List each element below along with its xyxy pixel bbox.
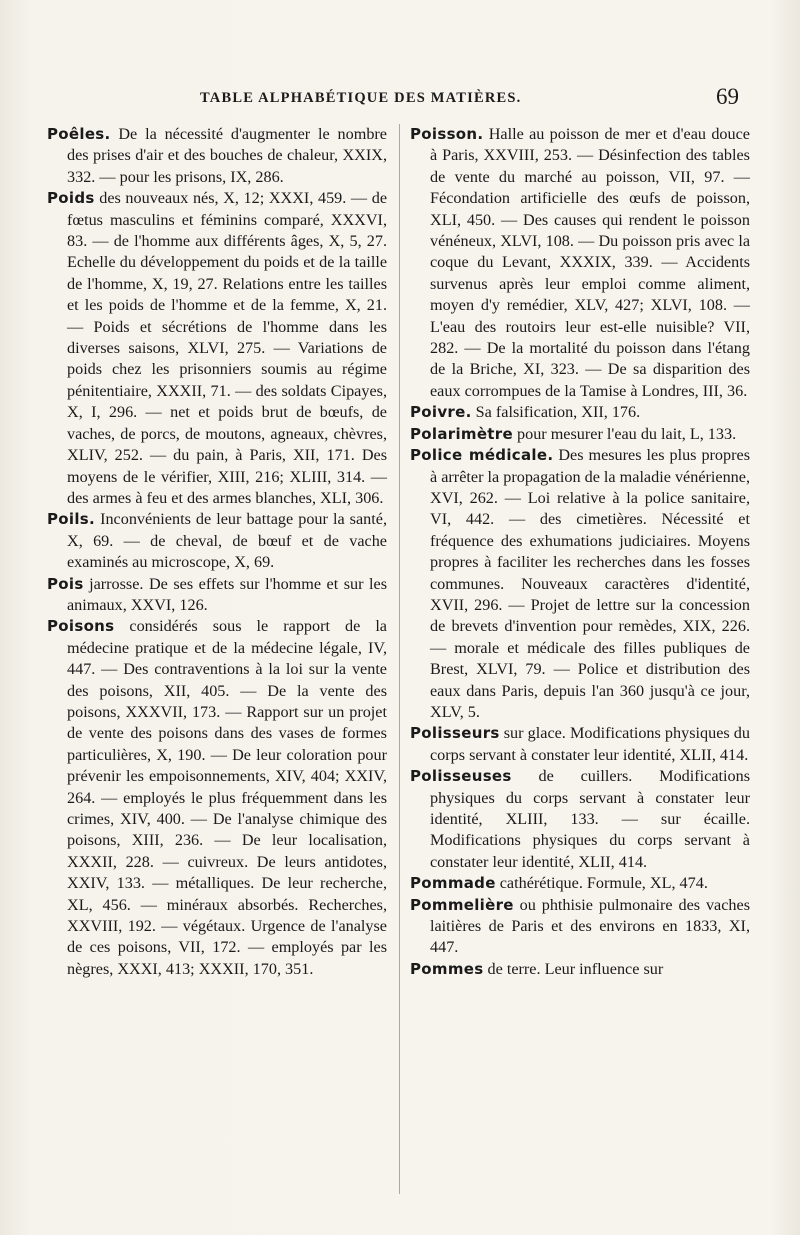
- index-entry: [410, 723, 750, 766]
- right-column: [410, 124, 750, 980]
- entry-text: pour mesurer l'eau du lait, L, 133.: [512, 424, 737, 443]
- index-entry: [47, 574, 387, 617]
- entry-text: Sa falsification, XII, 176.: [471, 403, 641, 422]
- entry-text: de terre. Leur influence sur: [483, 959, 664, 978]
- entry-heading: Pommes: [410, 959, 484, 978]
- entry-heading: Police médicale.: [410, 446, 554, 465]
- entry-heading: Poids: [47, 189, 95, 208]
- entry-heading: Pommade: [410, 874, 496, 893]
- running-title: TABLE ALPHABÉTIQUE DES MATIÈRES.: [200, 90, 522, 106]
- page-header: [0, 84, 800, 114]
- entry-text: de cuillers. Modifications physiques du corps servant à constater leur identité, XLIII, 133. — sur écaille. Modifications physiques du corps servant à constater leur identité, XLII, 414.: [430, 767, 750, 871]
- entry-heading: Poils.: [47, 510, 96, 529]
- entry-text: Inconvénients de leur battage pour la santé, X, 69. — de cheval, de bœuf et de vache examinés au microscope, X, 69.: [67, 510, 387, 572]
- index-entry: [47, 509, 387, 573]
- entry-heading: Pommelière: [410, 895, 514, 914]
- entry-heading: Polisseuses: [410, 767, 512, 786]
- index-entry: [410, 895, 750, 959]
- index-entry: [47, 188, 387, 509]
- left-column: [47, 124, 387, 980]
- entry-text: Des mesures les plus propres à arrêter la propagation de la maladie vénérienne, XVI, 262. — Loi relative à la police sanitaire, VI, 442. — des cimetières. Nécessité et fréquence des exhumations judiciaires. Moyens propres à faciliter les recherches dans les fosses communes. Nouveaux caractères d'identité, XVII, 296. — Projet de lettre sur la concession de brevets d'invention pour remèdes, XIX, 226. — morale et médicale des filles publiques de Brest, XLVI, 79. — Police et distribution des eaux dans Paris, depuis l'an 360 jusqu'à ce jour, XLV, 5.: [430, 446, 750, 721]
- entry-heading: Pois: [47, 574, 84, 593]
- entry-text: De la nécessité d'augmenter le nombre des prises d'air et des bouches de chaleur, XXIX, 332. — pour les prisons, IX, 286.: [67, 125, 387, 186]
- index-entry: [410, 959, 750, 980]
- page-number: 69: [716, 84, 739, 109]
- index-entry: [410, 445, 750, 723]
- entry-heading: Polisseurs: [410, 724, 500, 743]
- entry-heading: Polarimètre: [410, 424, 513, 443]
- entry-heading: Poisson.: [410, 125, 484, 143]
- entry-text: considérés sous le rapport de la médecine pratique et de la médecine légale, IV, 447. — Des contraventions à la loi sur la vente des poisons, XII, 405. — De la vente des poisons, XXXVII, 173. — Rapport sur un projet de vente des poisons dans des vases de formes particulières, X, 190. — De leur coloration pour prévenir les empoisonnements, XIV, 404; XXIV, 264. — employés le plus fréquemment dans les crimes, XIV, 400. — De l'analyse chimique des poisons, XIII, 236. — De leur localisation, XXXII, 228. — cuivreux. De leurs antidotes, XXIV, 133. — métalliques. De leur recherche, XL, 456. — minéraux absorbés. Recherches, XXVIII, 192. — végétaux. Urgence de l'analyse de ces poisons, VII, 172. — employés par les nègres, XXXI, 413; XXXII, 170, 351.: [67, 617, 387, 978]
- entry-text: jarrosse. De ses effets sur l'homme et sur les animaux, XXVI, 126.: [67, 574, 387, 614]
- index-entry: [410, 124, 750, 402]
- index-entry: [410, 424, 750, 445]
- index-entry: [410, 402, 750, 423]
- index-entry: [410, 873, 750, 894]
- entry-text: Halle au poisson de mer et d'eau douce à Paris, XXVIII, 253. — Désinfection des tables de vente du marché au poisson, VII, 97. — Fécondation artificielle des œufs de poisson, XLI, 450. — Des causes qui rendent le poisson vénéneux, XLVI, 108. — Du poisson pris avec la coque du Levant, XXXIX, 339. — Accidents survenus après leur emploi comme aliment, moyen d'y remédier, XLV, 427; XLVI, 108. — L'eau des routoirs leur est-elle nuisible? VII, 282. — De la mortalité du poisson dans l'étang de la Briche, XI, 323. — De sa disparition des eaux corrompues de la Tamise à Londres, III, 36.: [430, 125, 750, 400]
- entry-text: sur glace. Modifications physiques du corps servant à constater leur identité, XLII, 414.: [430, 724, 750, 764]
- index-entry: [47, 616, 387, 980]
- entry-text: des nouveaux nés, X, 12; XXXI, 459. — de fœtus masculins et féminins comparé, XXXVI, 83. — de l'homme aux différents âges, X, 5, 27. Echelle du développement du poids et de la taille de l'homme, X, 19, 27. Relations entre les tailles et les poids de l'homme et de la femme, X, 21. — Poids et sécrétions de l'homme dans les diverses saisons, XLVI, 275. — Variations de poids chez les prisonniers soumis au régime pénitentiaire, XXXII, 71. — des soldats Cipayes, X, I, 296. — net et poids brut de bœufs, de vaches, de porcs, de moutons, agneaux, chèvres, XLIV, 252. — du pain, à Paris, XII, 171. Des moyens de le vérifier, XIII, 216; XLIII, 314. — des armes à feu et des armes blanches, XLI, 306.: [67, 189, 387, 507]
- index-entry: [47, 124, 387, 188]
- entry-text: cathérétique. Formule, XL, 474.: [495, 874, 708, 893]
- column-divider: [399, 124, 400, 1194]
- index-entry: [410, 766, 750, 873]
- entry-heading: Poêles.: [47, 125, 111, 143]
- entry-heading: Poisons: [47, 617, 115, 636]
- entry-text: ou phthisie pulmonaire des vaches laitières de Paris et des environs en 1833, XI, 447.: [430, 895, 750, 957]
- entry-heading: Poivre.: [410, 403, 472, 422]
